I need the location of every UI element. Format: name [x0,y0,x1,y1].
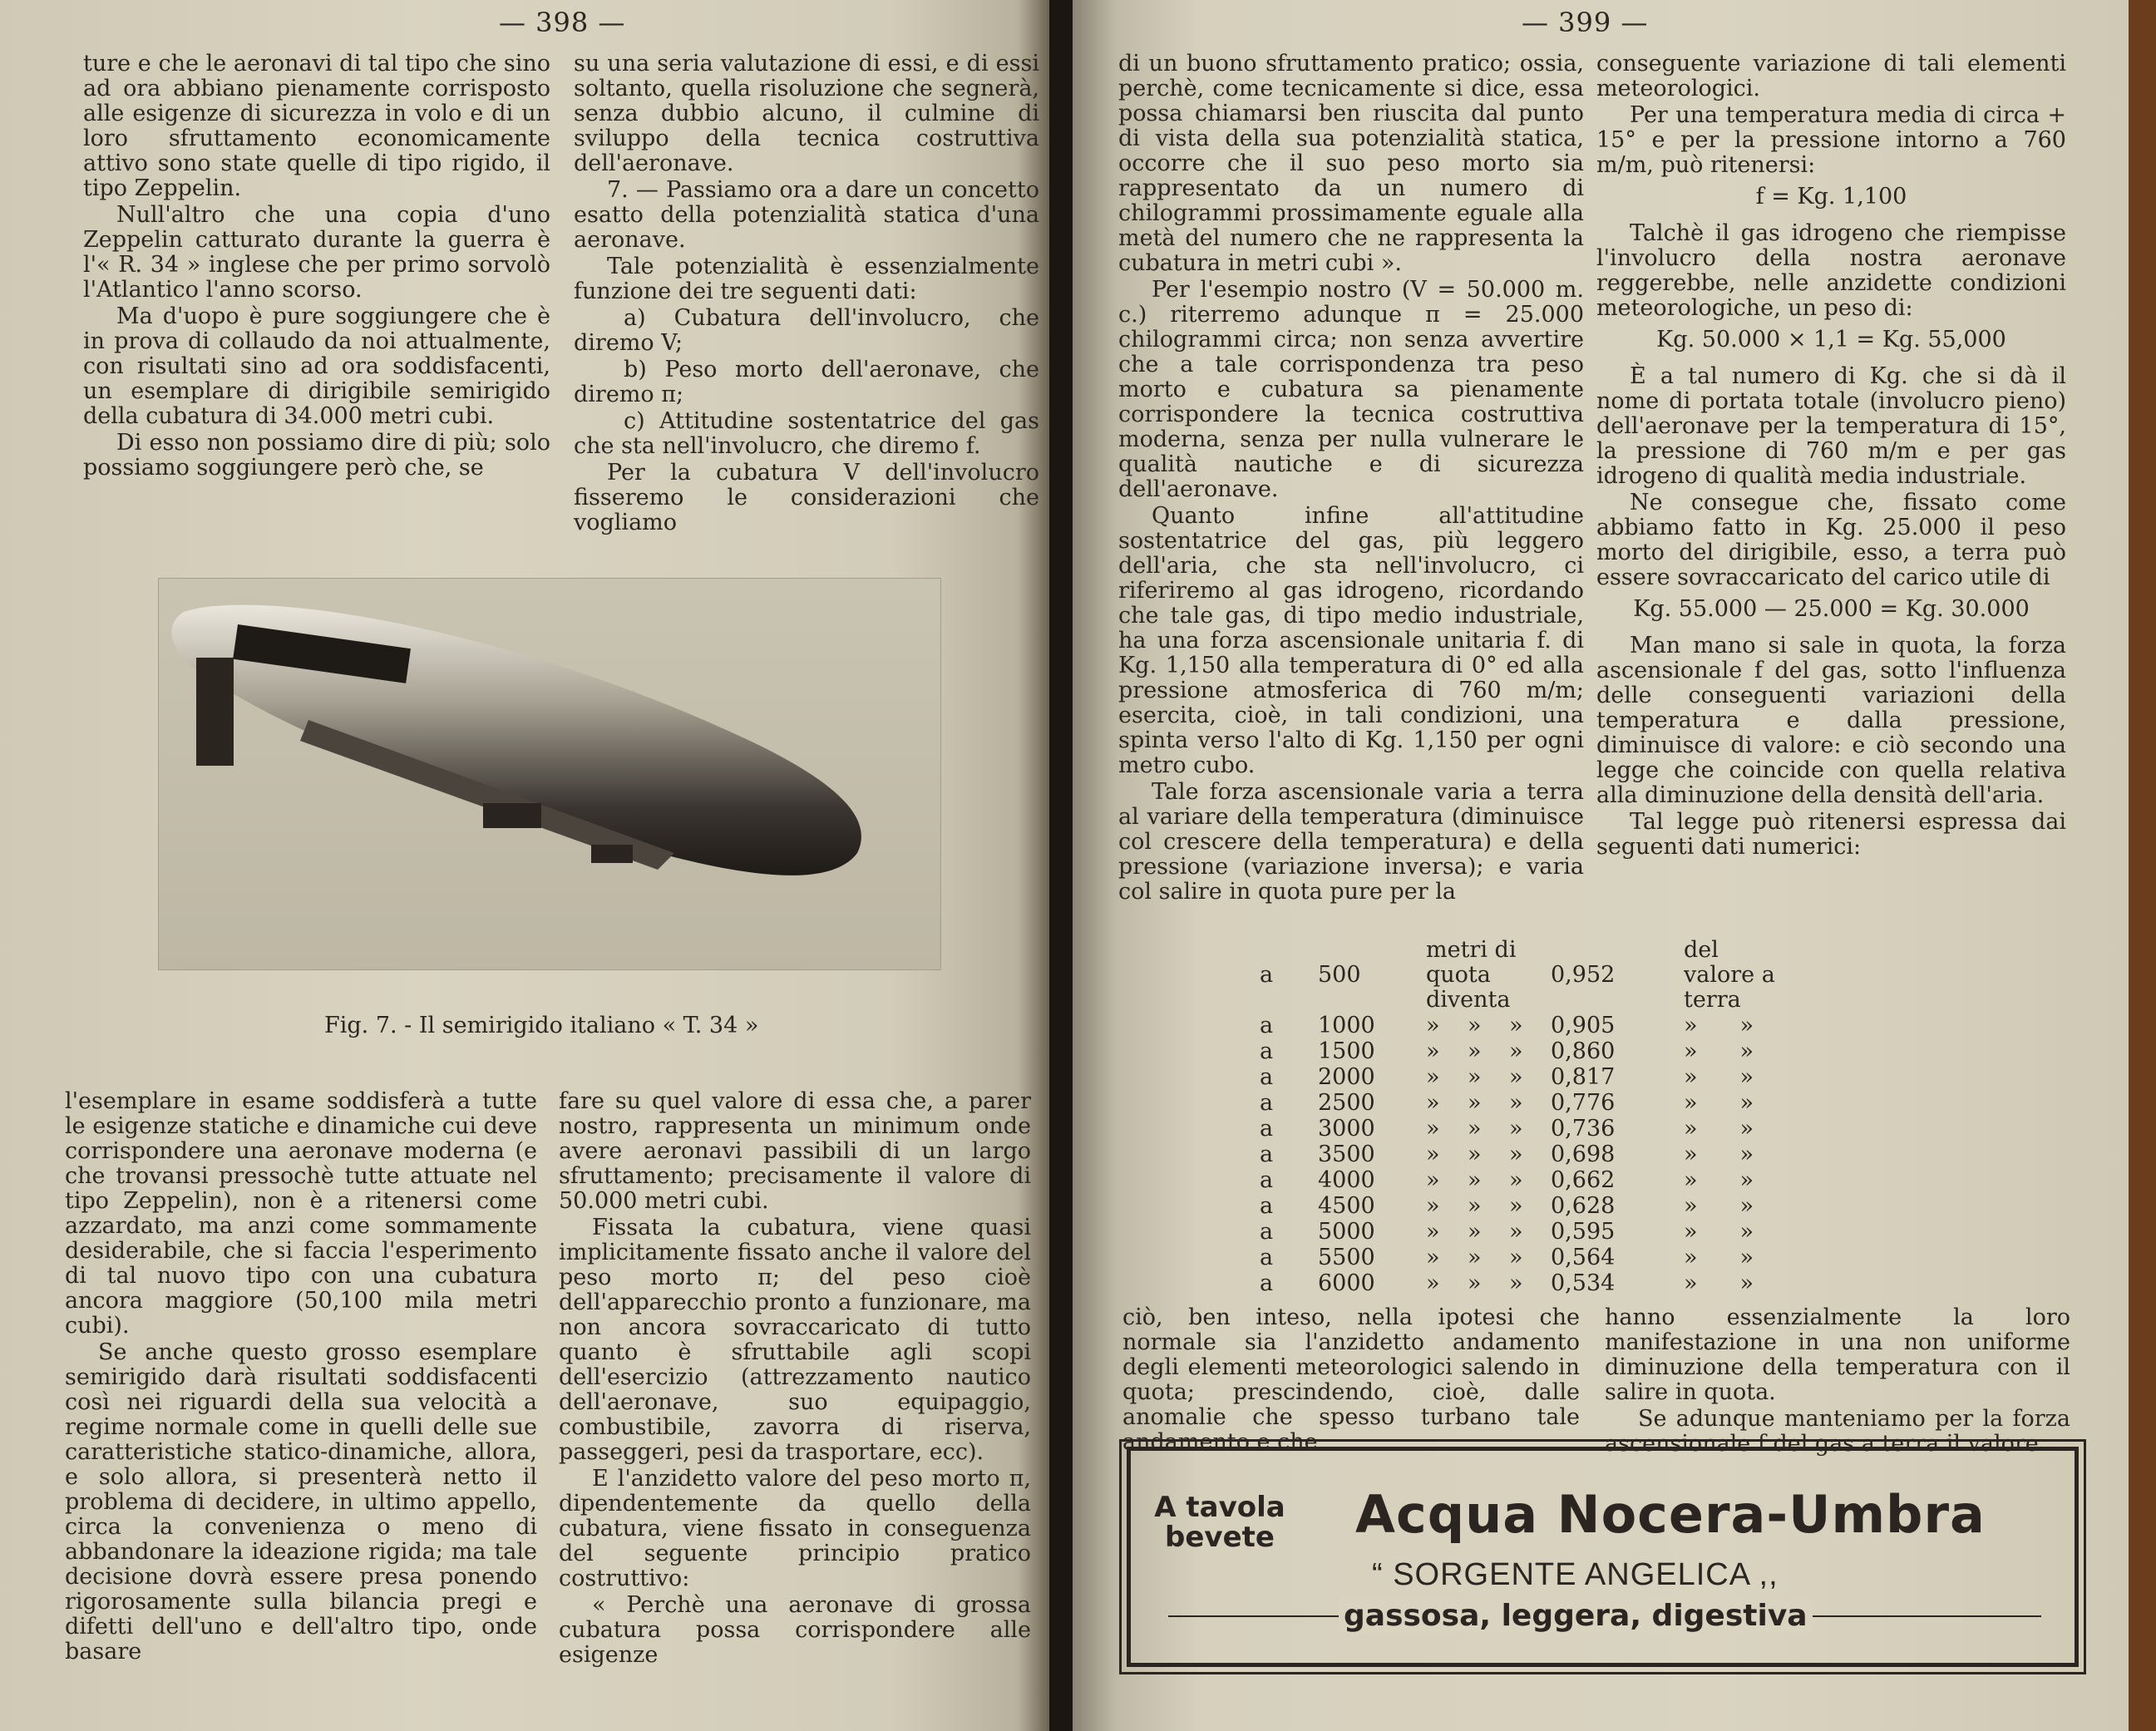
page-number-right: — 399 — [1522,7,1649,38]
advertisement-box [1127,1447,2079,1667]
table-row: a 5000 » » » 0,595 » » [1260,1219,1754,1245]
text-column-left-bottom [65,1089,537,1666]
paragraph: Ma d'uopo è pure soggiungere che è in prova di collaudo da noi attualmente, con risultati sino ad ora soddisfacenti, un esemplare di dirigibile semirigido della cubatura di 34.000 metri cubi. [83,303,550,429]
paragraph: l'esemplare in esame soddisferà a tutte le esigenze statiche e dinamiche cui deve corrispondere una aeronave moderna (e che trovansi pressochè tutte attuate nel tipo Zeppelin), non è a ritenersi come azzardato, ma anzi come sommamente desiderabile, che si faccia l'esperimento di tal nuovo tipo con una cubatura ancora maggiore (50,100 mila metri cubi). [65,1088,537,1339]
page-number-left: — 398 — [499,7,626,38]
paragraph: Fissata la cubatura, viene quasi implicitamente fissato anche il valore del peso morto π; del peso cioè dell'apparecchio pronto a funzionare, ma non ancora sovraccaricato di tutto quanto è sfruttabile agli scopi dell'esercizio (attrezzamento nautico dell'aeronave, suo equipaggio, combustibile, zavorra di riserva, passeggeri, pesi da trasportare, ecc). [559,1215,1031,1465]
paragraph: Quanto infine all'attitudine sostentatrice del gas, più leggero dell'aria, che sta nell'involucro, ci riferiremo al gas idrogeno, ricordando che tale gas, di tipo medio industriale, ha una forza ascensionale unitaria f. di Kg. 1,150 alla temperatura di 0° ed alla pressione atmosferica di 760 m/m; esercita, cioè, in tali condizioni, una spinta verso l'alto di Kg. 1,150 per ogni metro cubo. [1118,503,1584,778]
table-row: a 3500 » » » 0,698 » » [1260,1142,1754,1167]
paragraph: E l'anzidetto valore del peso morto π, dipendentemente da quello della cubatura, viene fissato in conseguenza del seguente principio pratico costruttivo: [559,1466,1031,1591]
paragraph: Per l'esempio nostro (V = 50.000 m. c.) riterremo adunque π = 25.000 chilogrammi circa; non senza avvertire che a tale corrispondenza tra peso morto e cubatura sa pienamente corrispondere la tecnica costruttiva moderna, senza per nulla vulnerare le qualità nautiche e di sicurezza dell'aeronave. [1118,277,1584,502]
table-row: a 6000 » » » 0,534 » » [1260,1270,1754,1296]
paragraph: Per una temperatura media di circa + 15° e per la pressione intorno a 760 m/m, può ritenersi: [1596,102,2066,178]
equation: Kg. 50.000 × 1,1 = Kg. 55,000 [1656,327,2006,353]
paragraph: Di esso non possiamo dire di più; solo possiamo soggiungere però che, se [83,430,550,481]
list-item-b: b) Peso morto dell'aeronave, che diremo π; [574,357,1039,407]
table-row: a 4500 » » » 0,628 » » [1260,1193,1754,1219]
table-row: a 5500 » » » 0,564 » » [1260,1245,1754,1270]
paragraph: ture e che le aeronavi di tal tipo che sino ad ora abbiano pienamente corrisposto alle esigenze di sicurezza in volo e di un loro sfruttamento economicamente attivo sono state quelle di tipo rigido, il tipo Zeppelin. [83,51,550,201]
table-header-text: del valore a terra [1684,937,1775,1013]
table-cell: 500 [1318,962,1361,988]
altitude-lift-table [1260,938,1796,1297]
figure-caption: Fig. 7. - Il semirigido italiano « T. 34 » [324,1013,759,1038]
paragraph: di un buono sfruttamento pratico; ossia, perchè, come tecnicamente si dice, essa possa chiamarsi ben riuscita dal punto di vista della sua potenzialità statica, occorre che il suo peso morto sia rappresentato da un numero di chilogrammi prossimamente eguale alla metà del numero che ne rappresenta la cubatura in metri cubi ». [1118,51,1584,276]
left-page [0,0,1049,1731]
paragraph: Null'altro che una copia d'uno Zeppelin catturato durante la guerra è l'« R. 34 » inglese che per primo sorvolò l'Atlantico l'anno scorso. [83,202,550,303]
table-row: a 2000 » » » 0,817 » » [1260,1064,1754,1090]
list-item-c: c) Attitudine sostentatrice del gas che sta nell'involucro, che diremo f. [574,408,1039,459]
text-column-right-bottom [559,1089,1031,1669]
paragraph: ciò, ben inteso, nella ipotesi che normale sia l'anzidetto andamento degli elementi meteorologici salendo in quota; prescindendo, cioè, dalle anomalie che spesso turbano tale andamento e che [1122,1304,1580,1455]
table-header-text: metri di quota diventa [1426,937,1517,1013]
text-column-right-top [574,52,1039,537]
quote-paragraph: « Perchè una aeronave di grossa cubatura possa corrispondere alle esigenze [559,1592,1031,1668]
paragraph: Tale potenzialità è essenzialmente funzione dei tre seguenti dati: [574,254,1039,304]
paragraph: Tal legge può ritenersi espressa dai seguenti dati numerici: [1596,809,2066,860]
tail-rudder [196,658,234,766]
table-cell: 0,952 [1551,962,1616,988]
text-column-left-top [83,52,550,482]
paragraph: Man mano si sale in quota, la forza ascensionale f del gas, sotto l'influenza delle conseguenti variazioni della temperatura e dalla pressione, diminuisce di valore: e ciò secondo una legge che coincide con quella relativa alla diminuzione della densità dell'aria. [1596,633,2066,808]
text-column-left-bottom [1122,1305,1580,1457]
table-row: a 1500 » » » 0,860 » » [1260,1038,1754,1064]
table-row: a 3000 » » » 0,736 » » [1260,1116,1754,1142]
book-edge-right [2129,0,2156,1731]
ad-source-name: “ SORGENTE ANGELICA ,, [1372,1557,1779,1592]
paragraph: Talchè il gas idrogeno che riempisse l'involucro della nostra aeronave reggerebbe, nelle anzidette condizioni meteorologiche, un peso di: [1596,220,2066,321]
paragraph: hanno essenzialmente la loro manifestazione in una non uniforme diminuzione della temperatura con il salire in quota. [1605,1304,2070,1405]
book-gutter [1049,0,1073,1731]
paragraph: Se adunque manteniamo per la forza ascensionale f del gas a terra il valore [1605,1406,2070,1457]
paragraph: conseguente variazione di tali elementi meteorologici. [1596,51,2066,101]
paragraph: fare su quel valore di essa che, a parer nostro, rappresenta un minimum onde avere aeronavi passibili di un largo sfruttamento; precisamente il valore di 50.000 metri cubi. [559,1088,1031,1214]
table-row: a 1000 » » » 0,905 » » [1260,1013,1754,1038]
text-column-left-top [1118,52,1584,906]
section-7-heading-paragraph: 7. — Passiamo ora a dare un concetto esatto della potenzialità statica d'una aeronave. [574,177,1039,253]
equation: f = Kg. 1,100 [1755,184,1907,210]
equation: Kg. 55.000 — 25.000 = Kg. 30.000 [1633,596,2030,622]
table-row [1260,938,1796,1013]
paragraph: Per la cubatura V dell'involucro fisseremo le considerazioni che vogliamo [574,460,1039,535]
gondola [483,803,541,828]
list-item-a: a) Cubatura dell'involucro, che diremo V; [574,305,1039,356]
paragraph: È a tal numero di Kg. che si dà il nome di portata totale (involucro pieno) dell'aeronave per la temperatura di 15°, la pressione di 760 m/m e per gas idrogeno di qualità media industriale. [1596,363,2066,489]
gondola [591,845,633,863]
paragraph: Tale forza ascensionale varia a terra al variare della temperatura (diminuisce col crescere della temperatura) e della pressione (variazione inversa); e varia col salire in quota pure per la [1118,779,1584,905]
airship-photo [158,578,941,970]
text-column-right-top [1596,52,2066,861]
ad-claim: gassosa, leggera, digestiva [1339,1599,1813,1633]
ad-brand-name: Acqua Nocera-Umbra [1355,1484,1986,1545]
table-cell: a [1260,962,1274,988]
table-row: a 4000 » » » 0,662 » » [1260,1167,1754,1193]
paragraph: Se anche questo grosso esemplare semirigido darà risultati soddisfacenti così nei riguardi della sua velocità a regime normale come in quelli delle sue caratteristiche statico-dinamiche, allora, e solo allora, si presenterà netto il problema di decidere, in ultimo appello, circa la convenienza o meno di abbandonare la ideazione rigida; ma tale decisione dovrà essere presa ponendo rigorosamente sulla bilancia pregi e difetti dell'uno e dell'altro tipo, onde basare [65,1339,537,1664]
paragraph: su una seria valutazione di essi, e di essi soltanto, quella risoluzione che segnerà, senza dubbio alcuno, il culmine di sviluppo della tecnica costruttiva dell'aeronave. [574,51,1039,176]
text-column-right-bottom [1605,1305,2070,1458]
table-row: a 2500 » » » 0,776 » » [1260,1090,1754,1116]
ad-lead-text: A tavola bevete [1154,1491,1285,1554]
paragraph: Ne consegue che, fissato come abbiamo fatto in Kg. 25.000 il peso morto del dirigibile, esso, a terra può essere sovraccaricato del carico utile di [1596,490,2066,590]
airship-illustration [159,579,940,969]
